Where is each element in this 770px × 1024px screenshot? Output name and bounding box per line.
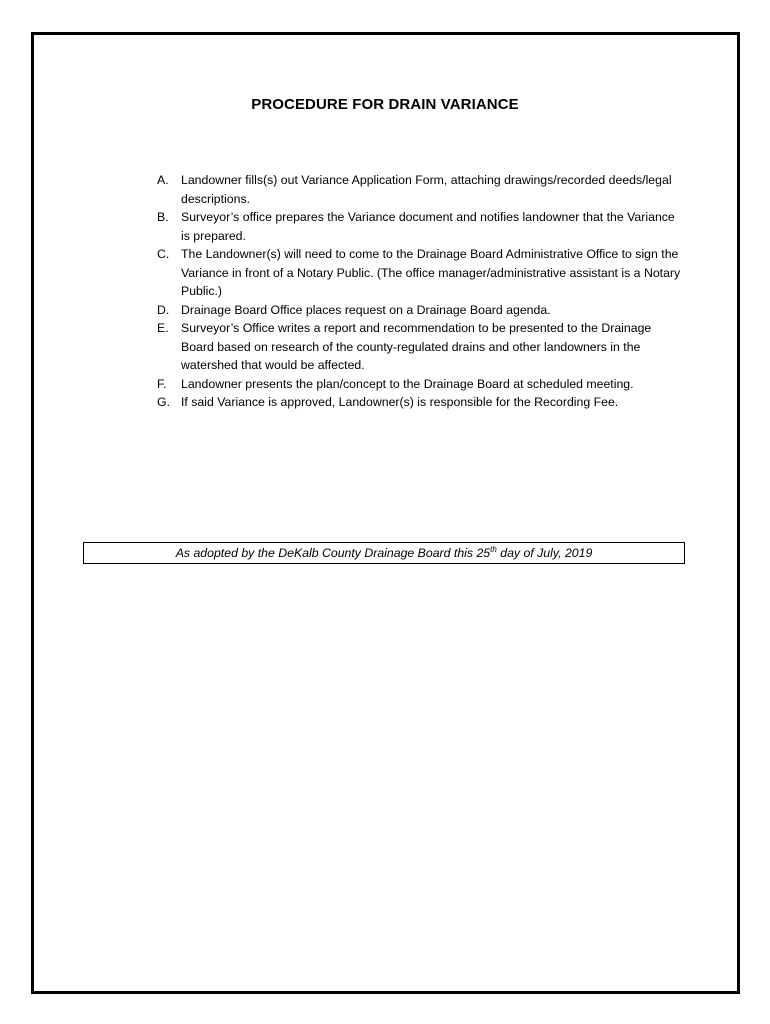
step-text: If said Variance is approved, Landowner(s) is responsible for the Recording Fee.	[181, 395, 619, 409]
list-item	[157, 208, 682, 245]
step-text: Surveyor’s Office writes a report and recommendation to be presented to the Drainage Board based on research of the county-regulated drains and other landowners in the watershed that would be affected.	[181, 321, 652, 372]
list-item	[157, 375, 682, 394]
adoption-text-before: As adopted by the DeKalb County Drainage Board this 25	[175, 546, 491, 560]
step-text: Drainage Board Office places request on a Drainage Board agenda.	[181, 302, 551, 317]
step-letter: E.	[157, 321, 169, 335]
list-item	[157, 393, 682, 412]
step-letter: D.	[157, 302, 170, 317]
adoption-statement-box	[83, 542, 685, 564]
adoption-day-suffix: th	[490, 545, 497, 554]
list-item	[157, 319, 682, 375]
list-item	[157, 301, 682, 320]
procedure-steps-list	[157, 171, 682, 412]
step-letter: B.	[157, 210, 169, 224]
step-letter: C.	[157, 247, 170, 261]
step-text: The Landowner(s) will need to come to the Drainage Board Administrative Office to sign the Variance in front of a Notary Public. (The office manager/administrative assistant is a Notary Public.)	[181, 247, 681, 298]
page-title: PROCEDURE FOR DRAIN VARIANCE	[251, 96, 519, 113]
step-letter: A.	[157, 173, 169, 187]
list-item	[157, 245, 682, 301]
step-text: Landowner presents the plan/concept to the Drainage Board at scheduled meeting.	[181, 376, 634, 391]
step-letter: G.	[157, 395, 170, 409]
step-text: Landowner fills(s) out Variance Application Form, attaching drawings/recorded deeds/legal descriptions.	[181, 173, 672, 206]
step-letter: F.	[157, 376, 167, 391]
list-item	[157, 171, 682, 208]
adoption-text-after: day of July, 2019	[496, 546, 593, 560]
step-text: Surveyor’s office prepares the Variance document and notifies landowner that the Variance is prepared.	[181, 210, 675, 243]
